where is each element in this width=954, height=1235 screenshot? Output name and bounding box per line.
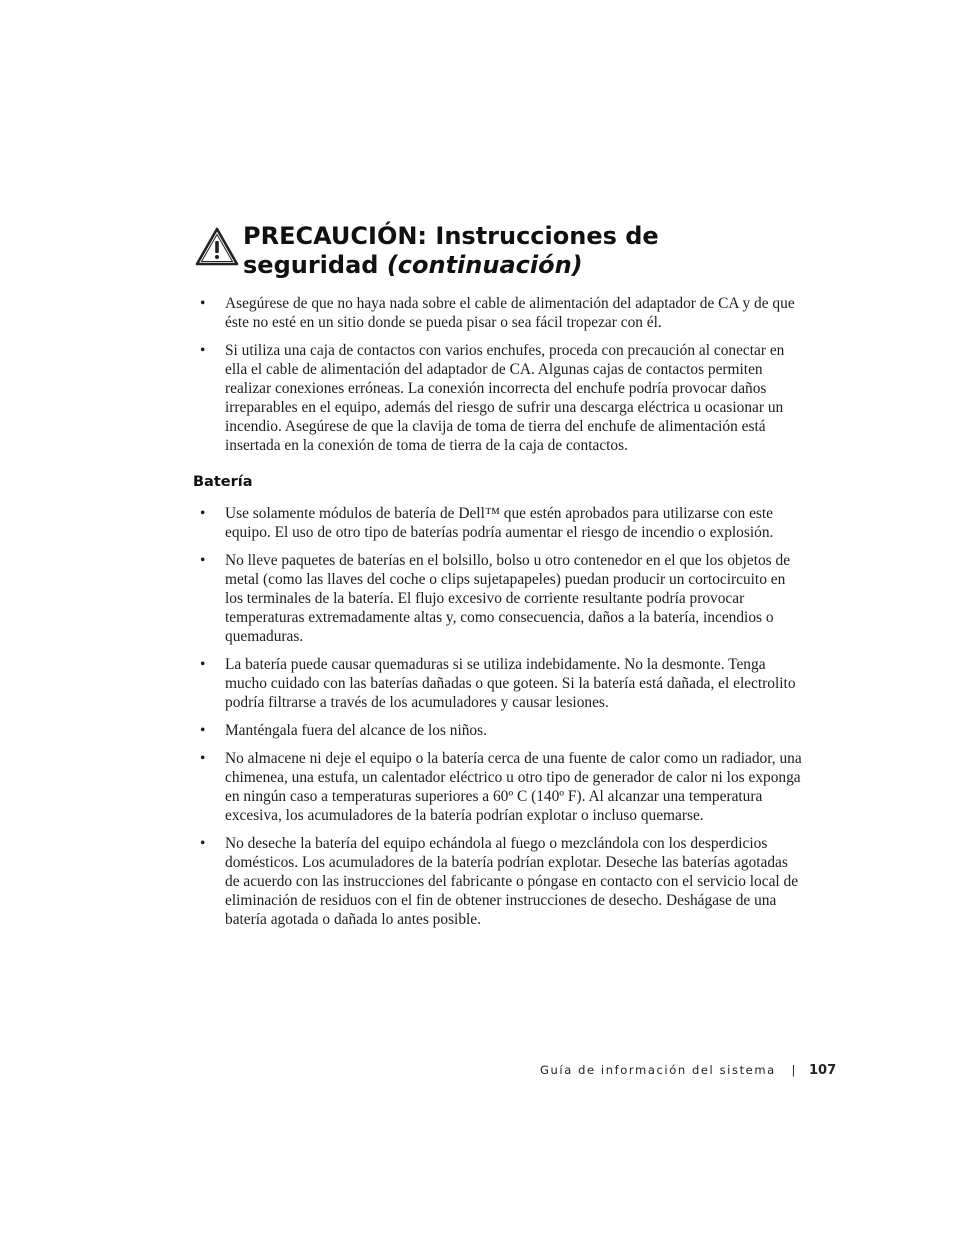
bullet-glyph: • bbox=[200, 656, 206, 673]
footer-separator: | bbox=[791, 1063, 796, 1077]
list-item bbox=[200, 655, 804, 712]
title-italic: (continuación) bbox=[386, 251, 583, 279]
list-item bbox=[200, 294, 804, 332]
list-item bbox=[200, 721, 804, 740]
bullet-glyph: • bbox=[200, 295, 206, 312]
list-item bbox=[200, 341, 804, 455]
bullet-text: La batería puede causar quemaduras si se utiliza indebidamente. No la desmonte. Tenga mucho cuidado con las baterías dañadas o que goteen. Si la batería está dañada, el electrolito podría filtrarse a través de los acumuladores y causar lesiones. bbox=[225, 656, 796, 711]
bullet-text: Use solamente módulos de batería de Dell™ que estén aprobados para utilizarse con este equipo. El uso de otro tipo de baterías podría aumentar el riesgo de incendio o explosión. bbox=[225, 505, 774, 541]
bullet-glyph: • bbox=[200, 552, 206, 569]
warning-triangle-icon bbox=[195, 226, 239, 266]
bullet-glyph: • bbox=[200, 505, 206, 522]
bullet-text: No deseche la batería del equipo echándola al fuego o mezclándola con los desperdicios domésticos. Los acumuladores de la batería podrían explotar. Deseche las baterías agotadas de acuerdo con las instrucciones del fabricante o póngase en contacto con el servicio local de eliminación de residuos con el fin de obtener instrucciones de desecho. Deshágase de una batería agotada o dañada lo antes posible. bbox=[225, 835, 799, 928]
list-item bbox=[200, 834, 804, 929]
bullet-glyph: • bbox=[200, 835, 206, 852]
intro-bullet-list bbox=[200, 294, 804, 455]
bullet-text: No lleve paquetes de baterías en el bolsillo, bolso u otro contenedor en el que los objetos de metal (como las llaves del coche o clips sujetapapeles) puedan producir un cortocircuito en los terminales de la batería. El flujo excesivo de corriente resultante podría provocar temperaturas extremadamente altas y, como consecuencia, daños a la batería, incendios o quemaduras. bbox=[225, 552, 791, 645]
bullet-text: Manténgala fuera del alcance de los niños. bbox=[225, 722, 487, 739]
battery-bullet-list bbox=[200, 504, 804, 929]
title-line2: seguridad bbox=[243, 251, 379, 279]
bullet-glyph: • bbox=[200, 722, 206, 739]
intro-section bbox=[200, 294, 804, 455]
page-number: 107 bbox=[809, 1063, 837, 1078]
battery-section bbox=[200, 504, 804, 929]
bullet-glyph: • bbox=[200, 342, 206, 359]
page-title bbox=[243, 222, 659, 280]
page-footer bbox=[540, 1061, 836, 1080]
title-main: PRECAUCIÓN: Instrucciones de bbox=[243, 222, 659, 250]
bullet-glyph: • bbox=[200, 750, 206, 767]
list-item bbox=[200, 504, 804, 542]
bullet-text: Asegúrese de que no haya nada sobre el cable de alimentación del adaptador de CA y de que éste no esté en un sitio donde se pueda pisar o sea fácil tropezar con él. bbox=[225, 295, 795, 331]
footer-guide-title: Guía de información del sistema bbox=[540, 1063, 776, 1077]
battery-heading: Batería bbox=[193, 474, 253, 490]
list-item bbox=[200, 551, 804, 646]
list-item bbox=[200, 749, 804, 825]
bullet-text: Si utiliza una caja de contactos con varios enchufes, proceda con precaución al conectar en ella el cable de alimentación del adaptador de CA. Algunas cajas de contactos permiten realizar conexiones erróneas. La conexión incorrecta del enchufe podría provocar daños irreparables en el equipo, además del riesgo de sufrir una descarga eléctrica u ocasionar un incendio. Asegúrese de que la clavija de toma de tierra del enchufe de alimentación está insertada en la conexión de toma de tierra de la caja de contactos. bbox=[225, 342, 785, 454]
bullet-text: No almacene ni deje el equipo o la batería cerca de una fuente de calor como un radiador, una chimenea, una estufa, un calentador eléctrico u otro tipo de generador de calor ni los exponga en ningún caso a temperaturas superiores a 60º C (140º F). Al alcanzar una temperatura excesiva, los acumuladores de la batería podrían explotar o incluso quemarse. bbox=[225, 750, 802, 824]
